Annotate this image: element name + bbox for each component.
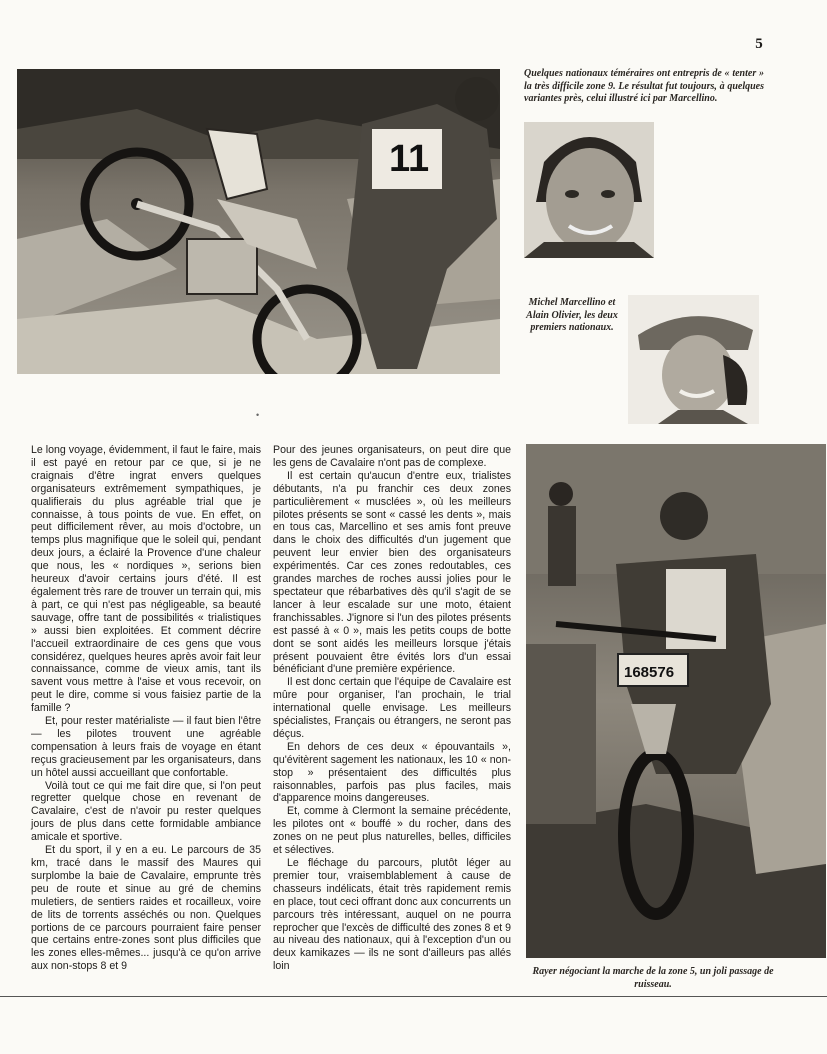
paragraph: Voilà tout ce qui me fait dire que, si l'on peut regretter quelque chose en revenant de Cavalaire, c'est de n'avoir pu rester quelques jours de plus dans cette formidable ambiance amicale et sportive. [31,779,261,844]
photo-rayer-stream [526,444,826,958]
paragraph: Le long voyage, évidemment, il faut le faire, mais il est payé en retour par ce que, si je ne craignais d'être ingrat envers quelques organisateurs extrêmement sympathiques, je qualifierais du plus agréable trial que je connaisse, à tous points de vue. En effet, on peut difficilement rêver, au mois d'octobre, un temps plus magnifique que le soleil qui, pendant deux jours, a éclairé la Provence d'une chaleur que nous, les « nordiques », serions bien heureux d'avoir certains jours d'été. Il est également très rare de trouver un terrain qui, mis à part, ce qui n'est pas négligeable, sa beauté sauvage, offre tant de possibilités « trialistiques » aussi bien exploitées. Et comment décrire l'accueil extraordinaire de ces gens que vous considérez, quelques heures après avoir fait leur connaissance, comme de vieux amis, tant ils savent vous mettre à l'aise et vous recevoir, on peut le dire, comme si vous faisiez partie de la famille ? [31,444,261,715]
caption-middle: Michel Marcellino et Alain Olivier, les deux premiers nationaux. [526,297,618,333]
paragraph: Et, pour rester matérialiste — il faut bien l'être — les pilotes trouvent une agréable compensation à leurs frais de voyage en étant reçus gracieusement par les organisateurs, dans un hôtel aussi accueillant que confortable. [31,715,261,779]
photo-rider-eleven [17,69,500,374]
paragraph: Et du sport, il y en a eu. Le parcours de 35 km, tracé dans le massif des Maures qui surplombe la baie de Cavalaire, emprunte très peu de route et sinue au gré de chemins muletiers, de sentiers raides et rocailleux, voire de lits de torrents asséchés ou non. Quelques portions de ce parcours pourraient faire penser que certains entre-zones sont plus difficiles que les zones elles-mêmes... jusqu'à ce qu'on arrive aux non-stops 8 et 9 [31,844,261,973]
caption-top: Quelques nationaux téméraires ont entrepris de « tenter » la très difficile zone 9. Le résultat fut toujours, à quelques variantes près, celui illustré ici par Marcellino. [524,68,764,104]
ink-mark: • [256,410,260,420]
number-plate: 168576 [624,664,675,681]
paragraph: Et, comme à Clermont la semaine précédente, les pilotes ont « bouffé » du rocher, dans des zones on ne peut plus naturelles, belles, difficiles et sélectives. [273,805,511,857]
page-number: 5 [755,36,763,52]
bottom-rule [0,996,827,997]
article-column-1 [31,444,261,973]
paragraph: Le fléchage du parcours, plutôt léger au premier tour, vraisemblablement à cause de chasseurs indélicats, était très rapidement remis en place, tout ceci offrant donc aux concurrents un parcours très intéressant, auquel on ne pourra reprocher que l'excès de difficulté des zones 8 et 9 au niveau des nationaux, qui à l'exception d'un ou deux kamikazes — ils ne sont d'ailleurs pas allés loin [273,857,511,973]
article-column-2 [273,444,511,973]
caption-bottom: Rayer négociant la marche de la zone 5, un joli passage de ruisseau. [532,966,774,990]
photo-portrait-olivier [628,295,759,424]
paragraph: Pour des jeunes organisateurs, on peut dire que les gens de Cavalaire n'ont pas de complexe. [273,444,511,469]
paragraph: Il est certain qu'aucun d'entre eux, trialistes débutants, n'a pu franchir ces deux zones particulièrement « musclées », où les meilleurs pilotes présents se sont « cassé les dents », mais en tous cas, Marcellino et ses amis font preuve dans le choix des difficultés d'un jugement que peuvent leur envier bien des organisateurs expérimentés. Car ces zones redoutables, ces grandes marches de roches aussi jolies pour le spectateur que rébarbatives dès qu'il s'agit de se lancer à leur escalade sur une moto, étaient franchissables. J'ignore si l'un des pilotes présents est passé à « 0 », mais les petits coups de botte dont se sont aidés les meilleurs lorsque j'étais présent pouvaient être évités lors d'un essai bénéficiant d'une première expérience. [273,469,511,676]
rider-number: 11 [389,138,430,180]
paragraph: En dehors de ces deux « épouvantails », qu'évitèrent sagement les nationaux, les 10 « non-stop » présentaient des difficultés plus raisonnables, parfois pas plus faciles, mais d'apparence moins dangereuses. [273,740,511,805]
paragraph: Il est donc certain que l'équipe de Cavalaire est mûre pour organiser, l'an prochain, le trial international quelle envisage. Les meilleurs spécialistes, Français ou étrangers, ne seront pas déçus. [273,676,511,740]
photo-portrait-marcellino [524,122,654,258]
